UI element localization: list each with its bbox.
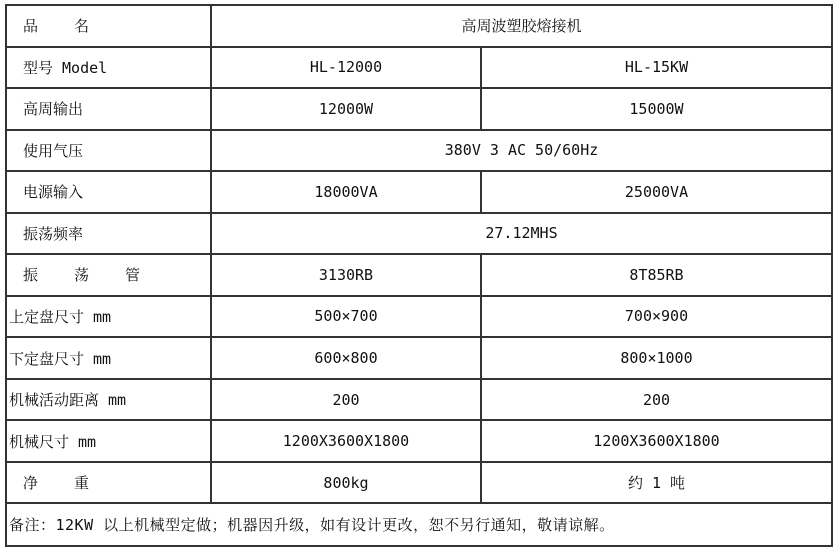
label-oscillation-frequency: 振荡频率 <box>6 213 211 255</box>
value-travel-distance-1: 200 <box>211 379 481 421</box>
label-lower-platen: 下定盘尺寸 mm <box>6 337 211 379</box>
label-net-weight: 净 重 <box>6 462 211 504</box>
value-oscillator-tube-2: 8T85RB <box>481 254 832 296</box>
row-travel-distance <box>6 379 832 421</box>
value-upper-platen-1: 500×700 <box>211 296 481 338</box>
row-product-name <box>6 5 832 47</box>
row-machine-size <box>6 420 832 462</box>
value-product-name: 高周波塑胶熔接机 <box>211 5 832 47</box>
label-machine-size: 机械尺寸 mm <box>6 420 211 462</box>
value-hf-output-2: 15000W <box>481 88 832 130</box>
value-model-2: HL-15KW <box>481 47 832 89</box>
row-upper-platen <box>6 296 832 338</box>
label-power-input: 电源输入 <box>6 171 211 213</box>
row-oscillator-tube <box>6 254 832 296</box>
value-machine-size-1: 1200X3600X1800 <box>211 420 481 462</box>
spec-table <box>5 4 833 547</box>
value-lower-platen-1: 600×800 <box>211 337 481 379</box>
label-upper-platen: 上定盘尺寸 mm <box>6 296 211 338</box>
value-oscillator-tube-1: 3130RB <box>211 254 481 296</box>
label-product-name: 品 名 <box>6 5 211 47</box>
row-air-pressure <box>6 130 832 172</box>
label-travel-distance: 机械活动距离 mm <box>6 379 211 421</box>
label-hf-output: 高周输出 <box>6 88 211 130</box>
label-oscillator-tube: 振 荡 管 <box>6 254 211 296</box>
value-travel-distance-2: 200 <box>481 379 832 421</box>
value-air-pressure: 380V 3 AC 50/60Hz <box>211 130 832 172</box>
value-lower-platen-2: 800×1000 <box>481 337 832 379</box>
value-model-1: HL-12000 <box>211 47 481 89</box>
note-text: 备注：12KW 以上机械型定做；机器因升级，如有设计更改，恕不另行通知，敬请谅解。 <box>6 503 832 546</box>
row-oscillation-frequency <box>6 213 832 255</box>
value-oscillation-frequency: 27.12MHS <box>211 213 832 255</box>
value-power-input-1: 18000VA <box>211 171 481 213</box>
value-hf-output-1: 12000W <box>211 88 481 130</box>
row-model <box>6 47 832 89</box>
value-machine-size-2: 1200X3600X1800 <box>481 420 832 462</box>
value-net-weight-2: 约 1 吨 <box>481 462 832 504</box>
label-model: 型号 Model <box>6 47 211 89</box>
row-note <box>6 503 832 546</box>
value-upper-platen-2: 700×900 <box>481 296 832 338</box>
value-net-weight-1: 800kg <box>211 462 481 504</box>
row-power-input <box>6 171 832 213</box>
row-hf-output <box>6 88 832 130</box>
label-air-pressure: 使用气压 <box>6 130 211 172</box>
value-power-input-2: 25000VA <box>481 171 832 213</box>
row-lower-platen <box>6 337 832 379</box>
row-net-weight <box>6 462 832 504</box>
